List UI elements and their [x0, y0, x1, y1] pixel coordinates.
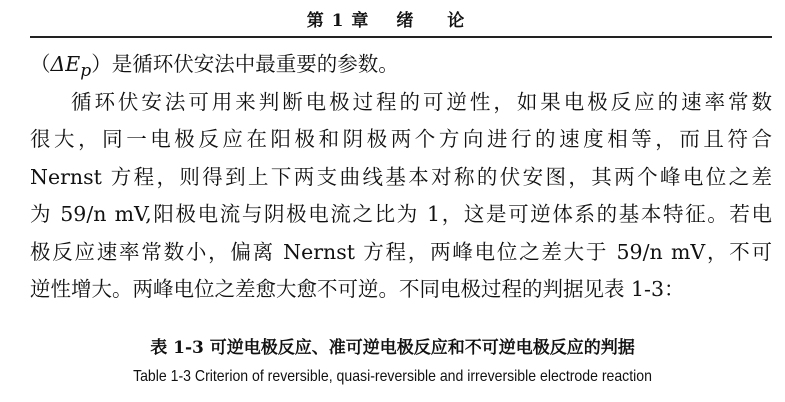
- delta-ep-symbol: ΔE: [50, 52, 81, 76]
- header-rule: [30, 36, 772, 38]
- delta-ep-subscript: p: [80, 61, 92, 82]
- paragraph-line: 极反应速率常数小，偏离 Nernst 方程，两峰电位之差大于 59/n mV，不可: [30, 239, 772, 264]
- running-head: [0, 6, 785, 31]
- paragraph-line: 循环伏安法可用来判断电极过程的可逆性，如果电极反应的速率常数: [71, 89, 772, 114]
- paragraph-line: Nernst 方程，则得到上下两支曲线基本对称的伏安图，其两个峰电位之差: [30, 164, 772, 189]
- body-text: [30, 46, 772, 309]
- paragraph-line: 为 59/n mV,阳极电流与阴极电流之比为 1，这是可逆体系的基本特征。若电: [30, 202, 772, 226]
- chapter-number: 第 1 章: [306, 11, 370, 31]
- paragraph-line: 很大，同一电极反应在阳极和阴极两个方向进行的速度相等，而且符合: [30, 127, 772, 151]
- table-caption-chinese: 表 1-3 可逆电极反应、准可逆电极反应和不可逆电极反应的判据: [150, 338, 635, 358]
- paragraph-fragment-line: $(\Delta E_p)$是循环伏安法中最重要的参数。: [30, 52, 399, 82]
- chapter-title: 绪 论: [396, 11, 479, 31]
- table-caption-english: Table 1-3 Criterion of reversible, quasi-reversible and irreversible electrode reaction: [133, 368, 652, 385]
- paragraph-line: 逆性增大。两峰电位之差愈大愈不可逆。不同电极过程的判据见表 1-3：: [30, 277, 685, 301]
